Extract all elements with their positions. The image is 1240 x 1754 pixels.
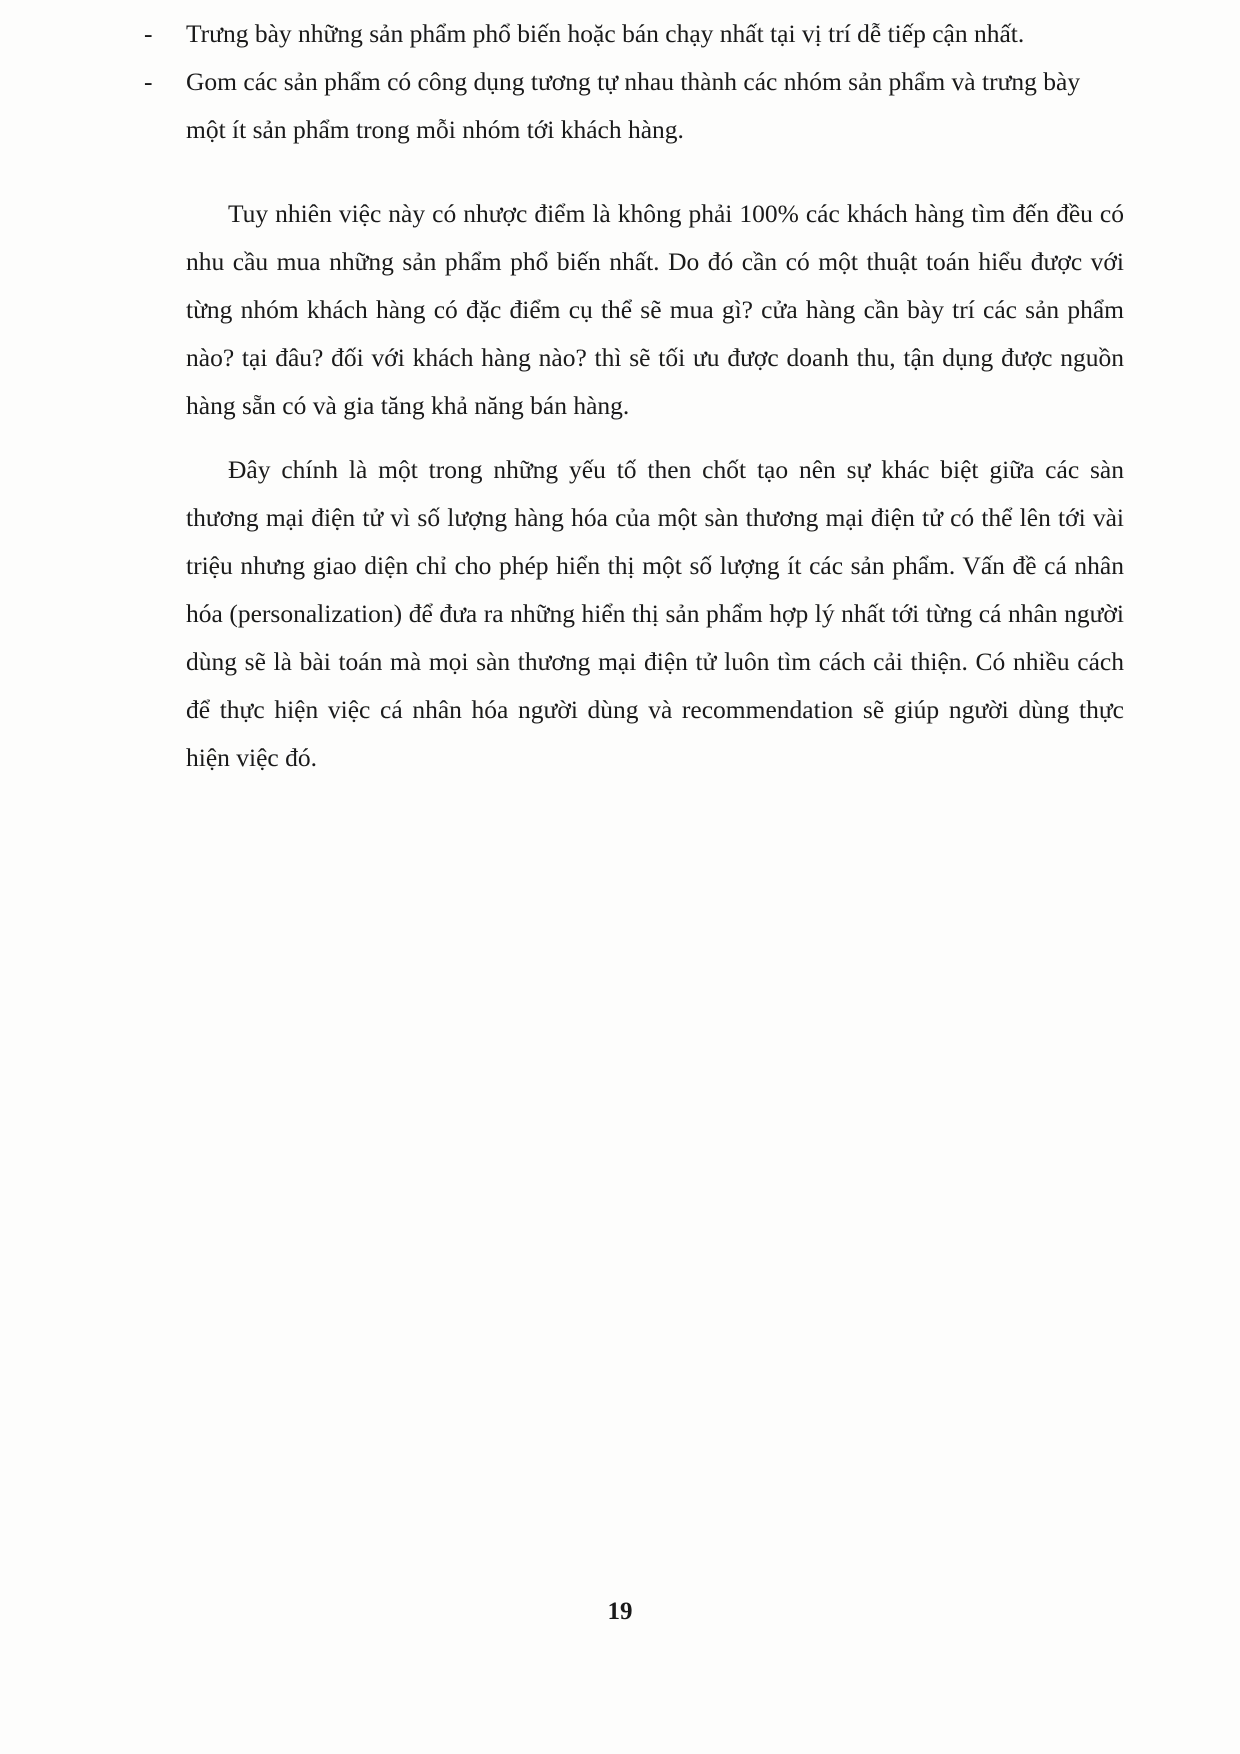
bullet-item [144, 10, 1124, 58]
page-content [144, 10, 1124, 782]
bullet-item [144, 58, 1124, 154]
body-paragraph: Đây chính là một trong những yếu tố then chốt tạo nên sự khác biệt giữa các sàn thương mại điện tử vì số lượng hàng hóa của một sàn thương mại điện tử có thể lên tới vài triệu nhưng giao diện chỉ cho phép hiển thị một số lượng ít các sản phẩm. Vấn đề cá nhân hóa (personalization) để đưa ra những hiển thị sản phẩm hợp lý nhất tới từng cá nhân người dùng sẽ là bài toán mà mọi sàn thương mại điện tử luôn tìm cách cải thiện. Có nhiều cách để thực hiện việc cá nhân hóa người dùng và recommendation sẽ giúp người dùng thực hiện việc đó. [186, 455, 1124, 772]
page-number: 19 [607, 1598, 633, 1625]
body-paragraph: Tuy nhiên việc này có nhược điểm là không phải 100% các khách hàng tìm đến đều có nhu cầu mua những sản phẩm phổ biến nhất. Do đó cần có một thuật toán hiểu được với từng nhóm khách hàng có đặc điểm cụ thể sẽ mua gì? cửa hàng cần bày trí các sản phẩm nào? tại đâu? đối với khách hàng nào? thì sẽ tối ưu được doanh thu, tận dụng được nguồn hàng sẵn có và gia tăng khả năng bán hàng. [186, 199, 1124, 420]
bullet-marker: - [144, 19, 153, 48]
bullet-list [144, 10, 1124, 154]
bullet-marker: - [144, 67, 153, 96]
bullet-text: Gom các sản phẩm có công dụng tương tự nhau thành các nhóm sản phẩm và trưng bày một ít sản phẩm trong mỗi nhóm tới khách hàng. [186, 67, 1081, 144]
bullet-text: Trưng bày những sản phẩm phổ biến hoặc bán chạy nhất tại vị trí dễ tiếp cận nhất. [186, 19, 1025, 48]
